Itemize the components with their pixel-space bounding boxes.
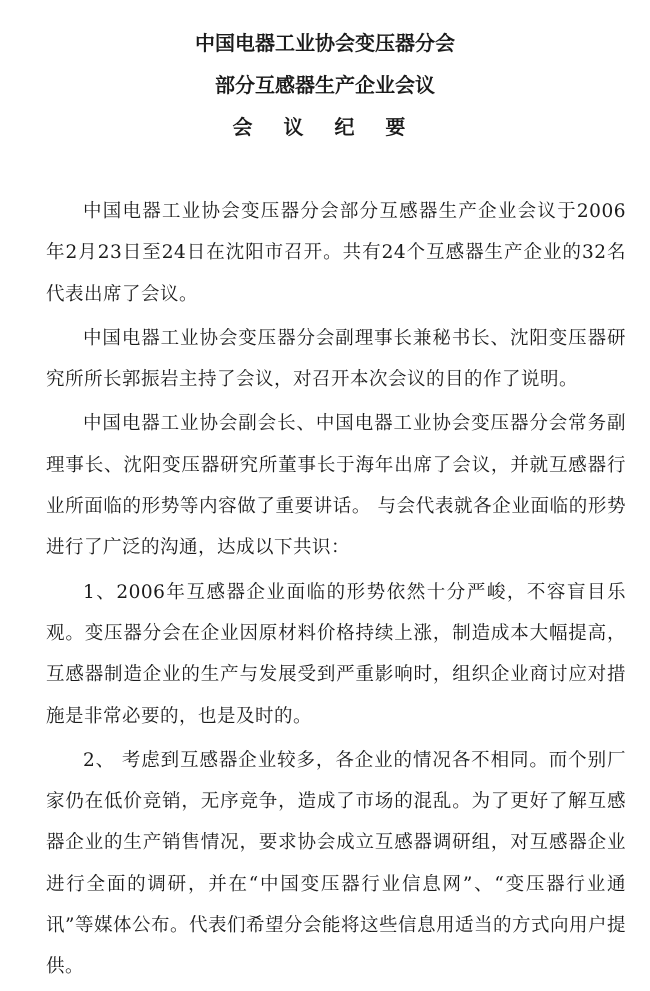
organization-title: 中国电器工业协会变压器分会	[195, 31, 455, 55]
paragraph-intro: 中国电器工业协会变压器分会部分互感器生产企业会议于2006年2月23日至24日在沈阳市召开。共有24个互感器生产企业的32名代表出席了会议。	[46, 201, 626, 305]
paragraph-speech: 中国电器工业协会副会长、中国电器工业协会变压器分会常务副理事长、沈阳变压器研究所董事长于海年出席了会议，并就互感器行业所面临的形势等内容做了重要讲话。 与会代表就各企业面临的形势进行了广泛的沟通，达成以下共识：	[46, 413, 626, 559]
paragraph-consensus-1: 1、2006年互感器企业面临的形势依然十分严峻，不容盲目乐观。变压器分会在企业因原材料价格持续上涨，制造成本大幅提高，互感器制造企业的生产与发展受到严重影响时，组织企业商讨应对措施是非常必要的，也是及时的。	[46, 581, 626, 727]
document-type-title: 会 议 纪 要	[232, 115, 418, 139]
title-block	[0, 22, 650, 148]
meeting-title: 部分互感器生产企业会议	[215, 73, 435, 97]
document-body	[46, 191, 626, 991]
paragraph-host: 中国电器工业协会变压器分会副理事长兼秘书长、沈阳变压器研究所所长郭振岩主持了会议，对召开本次会议的目的作了说明。	[46, 327, 626, 391]
paragraph-consensus-2: 2、 考虑到互感器企业较多，各企业的情况各不相同。而个别厂家仍在低价竞销，无序竞争，造成了市场的混乱。为了更好了解互感器企业的生产销售情况，要求协会成立互感器调研组，对互感器企业进行全面的调研，并在“中国变压器行业信息网”、“变压器行业通讯”等媒体公布。代表们希望分会能将这些信息用适当的方式向用户提供。	[46, 749, 626, 978]
